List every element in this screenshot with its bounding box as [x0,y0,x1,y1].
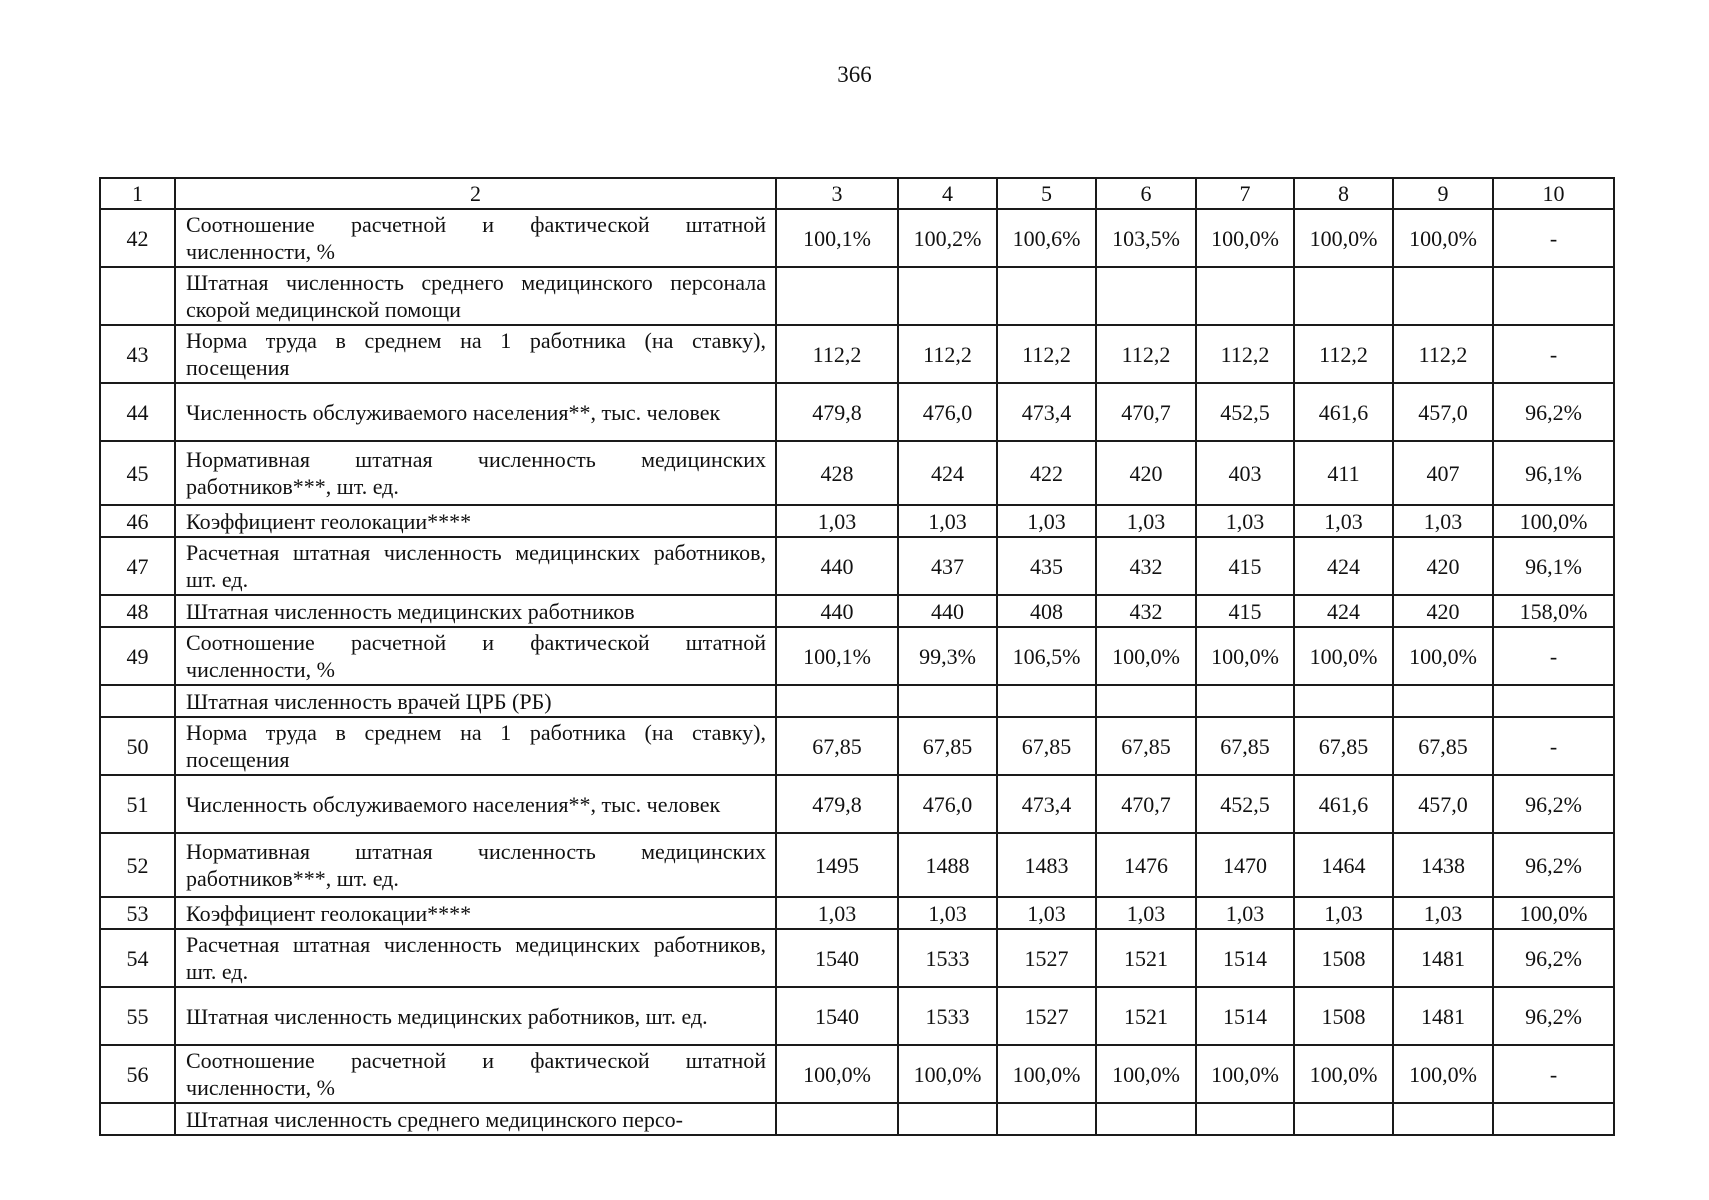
cell-value [1393,267,1493,325]
cell-value: 100,0% [1393,627,1493,685]
column-header: 8 [1294,178,1393,209]
cell-value [1294,267,1393,325]
cell-value: 67,85 [1096,717,1196,775]
row-number: 55 [100,987,175,1045]
cell-value [997,1103,1096,1135]
cell-value: 479,8 [776,775,898,833]
table-row [100,325,1614,383]
cell-value: 1,03 [1196,897,1294,929]
row-label: Соотношение расчетной и фактической штатной численности, % [175,209,776,267]
cell-value: 457,0 [1393,775,1493,833]
cell-value: 1533 [898,929,997,987]
table-row [100,209,1614,267]
cell-value: 100,0% [1294,627,1393,685]
cell-value [1493,685,1614,717]
row-number [100,1103,175,1135]
table-row [100,987,1614,1045]
cell-value: 440 [776,537,898,595]
cell-value: 476,0 [898,383,997,441]
cell-value: 100,0% [1196,209,1294,267]
row-label: Нормативная штатная численность медицинских работников***, шт. ед. [175,833,776,897]
cell-value: 424 [898,441,997,505]
cell-value: 1540 [776,929,898,987]
cell-value: 100,0% [997,1045,1096,1103]
cell-value: 100,0% [776,1045,898,1103]
cell-value: 415 [1196,537,1294,595]
row-number: 49 [100,627,175,685]
cell-value: 1,03 [1196,505,1294,537]
cell-value: 424 [1294,595,1393,627]
cell-value: 452,5 [1196,383,1294,441]
cell-value: 112,2 [1294,325,1393,383]
row-number: 52 [100,833,175,897]
cell-value: 473,4 [997,775,1096,833]
cell-value: 112,2 [1196,325,1294,383]
cell-value: 67,85 [1196,717,1294,775]
row-label: Соотношение расчетной и фактической штатной численности, % [175,627,776,685]
row-number [100,685,175,717]
table-header-row [100,178,1614,209]
row-label: Численность обслуживаемого населения**, тыс. человек [175,383,776,441]
row-number: 50 [100,717,175,775]
cell-value: 1,03 [776,505,898,537]
column-header: 10 [1493,178,1614,209]
section-label: Штатная численность врачей ЦРБ (РБ) [175,685,776,717]
cell-value [898,267,997,325]
cell-value: 415 [1196,595,1294,627]
cell-value: - [1493,325,1614,383]
cell-value [898,1103,997,1135]
cell-value [1196,1103,1294,1135]
cell-value: 1,03 [1294,505,1393,537]
table-row [100,1045,1614,1103]
column-header: 2 [175,178,776,209]
cell-value [1096,267,1196,325]
cell-value: 420 [1393,537,1493,595]
cell-value: 470,7 [1096,775,1196,833]
column-header: 5 [997,178,1096,209]
row-number: 45 [100,441,175,505]
row-label: Численность обслуживаемого населения**, тыс. человек [175,775,776,833]
section-row [100,1103,1614,1135]
cell-value: 440 [776,595,898,627]
row-label: Расчетная штатная численность медицинских работников, шт. ед. [175,537,776,595]
cell-value: 420 [1096,441,1196,505]
cell-value: 112,2 [997,325,1096,383]
cell-value: 440 [898,595,997,627]
table-row [100,441,1614,505]
column-header: 3 [776,178,898,209]
row-label: Штатная численность медицинских работников, шт. ед. [175,987,776,1045]
column-header: 6 [1096,178,1196,209]
cell-value: 1527 [997,987,1096,1045]
row-label: Норма труда в среднем на 1 работника (на ставку), посещения [175,717,776,775]
table-row [100,505,1614,537]
table-row [100,717,1614,775]
cell-value: 1514 [1196,929,1294,987]
cell-value: 1476 [1096,833,1196,897]
cell-value [1294,1103,1393,1135]
table-row [100,897,1614,929]
row-number: 43 [100,325,175,383]
section-label: Штатная численность среднего медицинского персо- [175,1103,776,1135]
row-label: Коэффициент геолокации**** [175,897,776,929]
cell-value: 100,1% [776,209,898,267]
cell-value [776,1103,898,1135]
cell-value: 1,03 [898,505,997,537]
cell-value: 106,5% [997,627,1096,685]
row-number [100,267,175,325]
cell-value [1493,267,1614,325]
table-row [100,627,1614,685]
cell-value: 96,1% [1493,537,1614,595]
cell-value: 1508 [1294,929,1393,987]
cell-value [776,685,898,717]
cell-value: 1495 [776,833,898,897]
cell-value: 432 [1096,595,1196,627]
row-number: 48 [100,595,175,627]
table-row [100,537,1614,595]
cell-value: 435 [997,537,1096,595]
row-number: 44 [100,383,175,441]
cell-value: 1483 [997,833,1096,897]
cell-value: 100,0% [1096,627,1196,685]
cell-value: 432 [1096,537,1196,595]
row-label: Соотношение расчетной и фактической штатной численности, % [175,1045,776,1103]
column-header: 1 [100,178,175,209]
cell-value: 96,2% [1493,383,1614,441]
cell-value: 100,0% [1196,1045,1294,1103]
cell-value: - [1493,1045,1614,1103]
cell-value: 424 [1294,537,1393,595]
cell-value: 473,4 [997,383,1096,441]
cell-value: 461,6 [1294,383,1393,441]
cell-value [1294,685,1393,717]
row-label: Нормативная штатная численность медицинских работников***, шт. ед. [175,441,776,505]
cell-value [1393,1103,1493,1135]
cell-value: 1481 [1393,929,1493,987]
cell-value: 100,0% [1493,505,1614,537]
cell-value: 67,85 [776,717,898,775]
cell-value: 422 [997,441,1096,505]
cell-value: 1,03 [1096,897,1196,929]
cell-value: 112,2 [776,325,898,383]
cell-value: 158,0% [1493,595,1614,627]
cell-value: 96,2% [1493,833,1614,897]
cell-value: 100,0% [1393,1045,1493,1103]
cell-value: - [1493,717,1614,775]
section-row [100,685,1614,717]
cell-value: 437 [898,537,997,595]
cell-value: 1481 [1393,987,1493,1045]
cell-value [1096,685,1196,717]
cell-value: 1488 [898,833,997,897]
row-number: 56 [100,1045,175,1103]
cell-value: 408 [997,595,1096,627]
cell-value: 96,2% [1493,775,1614,833]
cell-value: 100,2% [898,209,997,267]
cell-value: - [1493,209,1614,267]
row-label: Расчетная штатная численность медицинских работников, шт. ед. [175,929,776,987]
cell-value: 1464 [1294,833,1393,897]
cell-value: 1527 [997,929,1096,987]
row-number: 46 [100,505,175,537]
cell-value: 100,0% [898,1045,997,1103]
cell-value: 1540 [776,987,898,1045]
section-label: Штатная численность среднего медицинского персонала скорой медицинской помощи [175,267,776,325]
cell-value: 1470 [1196,833,1294,897]
row-label: Штатная численность медицинских работников [175,595,776,627]
cell-value: 100,0% [1393,209,1493,267]
row-label: Норма труда в среднем на 1 работника (на ставку), посещения [175,325,776,383]
cell-value: 452,5 [1196,775,1294,833]
cell-value: 403 [1196,441,1294,505]
cell-value: 457,0 [1393,383,1493,441]
table-row [100,383,1614,441]
column-header: 7 [1196,178,1294,209]
cell-value [1393,685,1493,717]
cell-value [776,267,898,325]
cell-value: 96,1% [1493,441,1614,505]
cell-value: 479,8 [776,383,898,441]
row-number: 53 [100,897,175,929]
cell-value: 100,6% [997,209,1096,267]
cell-value [1196,685,1294,717]
cell-value: 1,03 [898,897,997,929]
cell-value: 1,03 [997,897,1096,929]
cell-value: 1,03 [1096,505,1196,537]
cell-value: 411 [1294,441,1393,505]
cell-value: 1533 [898,987,997,1045]
cell-value: 1438 [1393,833,1493,897]
cell-value: 100,0% [1096,1045,1196,1103]
cell-value: 461,6 [1294,775,1393,833]
cell-value: 112,2 [1096,325,1196,383]
cell-value: 96,2% [1493,987,1614,1045]
row-number: 47 [100,537,175,595]
cell-value: 1,03 [1294,897,1393,929]
row-number: 54 [100,929,175,987]
cell-value: 1514 [1196,987,1294,1045]
cell-value: 407 [1393,441,1493,505]
cell-value [1196,267,1294,325]
cell-value: 100,1% [776,627,898,685]
cell-value: 112,2 [898,325,997,383]
cell-value: 420 [1393,595,1493,627]
cell-value: 428 [776,441,898,505]
cell-value: 100,0% [1294,209,1393,267]
cell-value: 1521 [1096,987,1196,1045]
cell-value: 1521 [1096,929,1196,987]
row-number: 42 [100,209,175,267]
cell-value: 100,0% [1493,897,1614,929]
section-row [100,267,1614,325]
cell-value: - [1493,627,1614,685]
cell-value: 470,7 [1096,383,1196,441]
cell-value: 112,2 [1393,325,1493,383]
cell-value: 67,85 [1294,717,1393,775]
cell-value: 1,03 [997,505,1096,537]
table-row [100,833,1614,897]
table-row [100,595,1614,627]
row-label: Коэффициент геолокации**** [175,505,776,537]
cell-value [898,685,997,717]
page-number: 366 [837,62,872,87]
column-header: 9 [1393,178,1493,209]
cell-value: 100,0% [1294,1045,1393,1103]
cell-value [997,685,1096,717]
table-row [100,929,1614,987]
cell-value: 67,85 [1393,717,1493,775]
staffing-table [99,177,1615,1136]
cell-value [1493,1103,1614,1135]
cell-value: 1,03 [776,897,898,929]
cell-value: 67,85 [898,717,997,775]
cell-value: 99,3% [898,627,997,685]
cell-value: 67,85 [997,717,1096,775]
cell-value: 1,03 [1393,505,1493,537]
cell-value: 100,0% [1196,627,1294,685]
cell-value: 1508 [1294,987,1393,1045]
column-header: 4 [898,178,997,209]
cell-value: 1,03 [1393,897,1493,929]
cell-value: 96,2% [1493,929,1614,987]
cell-value [1096,1103,1196,1135]
row-number: 51 [100,775,175,833]
cell-value [997,267,1096,325]
cell-value: 476,0 [898,775,997,833]
table-row [100,775,1614,833]
cell-value: 103,5% [1096,209,1196,267]
